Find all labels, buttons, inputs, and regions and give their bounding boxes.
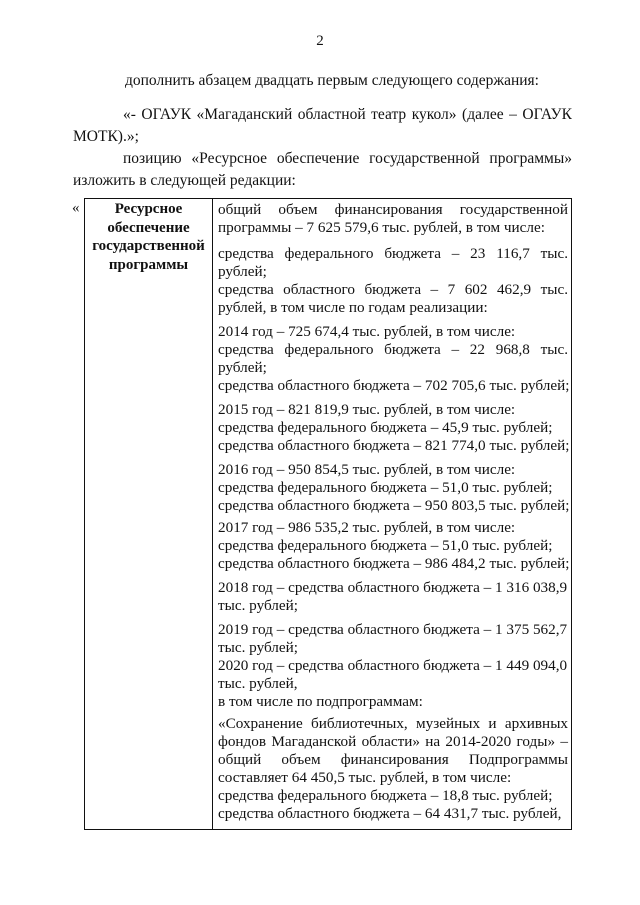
table-left-cell: [85, 199, 213, 829]
funding-line: 2017 год – 986 535,2 тыс. рублей, в том числе:: [218, 519, 516, 536]
intro-line-1: дополнить абзацем двадцать первым следующего содержания:: [125, 72, 539, 89]
label-line: обеспечение: [107, 219, 190, 236]
funding-line: средства федерального бюджета – 45,9 тыс. рублей;: [218, 419, 553, 436]
funding-paragraph: [218, 621, 568, 711]
funding-line: тыс. рублей;: [218, 639, 298, 656]
funding-line: 2018 год – средства областного бюджета – 1 316 038,9: [218, 579, 568, 596]
funding-paragraph: [218, 519, 568, 573]
funding-paragraph: [218, 323, 568, 395]
resource-label: [85, 200, 212, 274]
funding-line: 2020 год – средства областного бюджета – 1 449 094,0: [218, 657, 568, 674]
funding-line: средства федерального бюджета – 18,8 тыс. рублей;: [218, 787, 553, 804]
table-right-cell: [216, 199, 571, 829]
funding-paragraph: [218, 401, 568, 455]
intro-line-5: изложить в следующей редакции:: [73, 172, 296, 189]
intro-line-2: «- ОГАУК «Магаданский областной театр кукол» (далее – ОГАУК: [123, 106, 572, 123]
funding-paragraph: [218, 201, 568, 237]
funding-line: рублей, в том числе по годам реализации:: [218, 299, 488, 316]
funding-line: программы – 7 625 579,6 тыс. рублей, в том числе:: [218, 219, 545, 236]
funding-line: средства областного бюджета – 7 602 462,9 тыс.: [218, 281, 568, 298]
funding-line: 2016 год – 950 854,5 тыс. рублей, в том числе:: [218, 461, 516, 478]
funding-line: 2014 год – 725 674,4 тыс. рублей, в том числе:: [218, 323, 516, 340]
label-line: Ресурсное: [114, 201, 183, 217]
funding-line: 2015 год – 821 819,9 тыс. рублей, в том числе:: [218, 401, 516, 418]
funding-line: в том числе по подпрограммам:: [218, 693, 423, 710]
label-line: программы: [108, 256, 189, 273]
funding-paragraph: [218, 461, 568, 515]
funding-line: средства областного бюджета – 702 705,6 тыс. рублей;: [218, 377, 570, 394]
funding-line: средства областного бюджета – 950 803,5 тыс. рублей;: [218, 497, 570, 514]
funding-line: средства областного бюджета – 821 774,0 тыс. рублей;: [218, 437, 570, 454]
funding-line: составляет 64 450,5 тыс. рублей, в том числе:: [218, 769, 512, 786]
funding-line: тыс. рублей;: [218, 597, 298, 614]
funding-paragraph: [218, 715, 568, 823]
funding-line: средства федерального бюджета – 51,0 тыс. рублей;: [218, 479, 553, 496]
funding-line: средства областного бюджета – 64 431,7 тыс. рублей,: [218, 805, 562, 822]
funding-line: общий объем финансирования государственной: [218, 201, 568, 218]
funding-line: «Сохранение библиотечных, музейных и архивных: [218, 715, 568, 732]
funding-line: средства областного бюджета – 986 484,2 тыс. рублей;: [218, 555, 570, 572]
opening-quote: «: [72, 200, 80, 216]
funding-paragraph: [218, 245, 568, 317]
funding-line: 2019 год – средства областного бюджета – 1 375 562,7: [218, 621, 568, 638]
funding-line: тыс. рублей,: [218, 675, 298, 692]
funding-line: средства федерального бюджета – 23 116,7 тыс.: [218, 245, 568, 262]
label-line: государственной: [92, 238, 205, 254]
resource-table: [84, 198, 572, 830]
intro-line-4: позицию «Ресурсное обеспечение государственной программы»: [123, 150, 572, 167]
funding-line: фондов Магаданской области» на 2014-2020 годы» –: [218, 733, 568, 750]
funding-line: средства федерального бюджета – 22 968,8 тыс.: [218, 341, 568, 358]
funding-paragraph: [218, 579, 568, 615]
funding-line: средства федерального бюджета – 51,0 тыс. рублей;: [218, 537, 553, 554]
page-number: 2: [316, 33, 324, 49]
intro-line-3: МОТК).»;: [73, 128, 139, 145]
funding-line: рублей;: [218, 359, 267, 376]
funding-line: общий объем финансирования Подпрограммы: [218, 751, 568, 768]
funding-line: рублей;: [218, 263, 267, 280]
